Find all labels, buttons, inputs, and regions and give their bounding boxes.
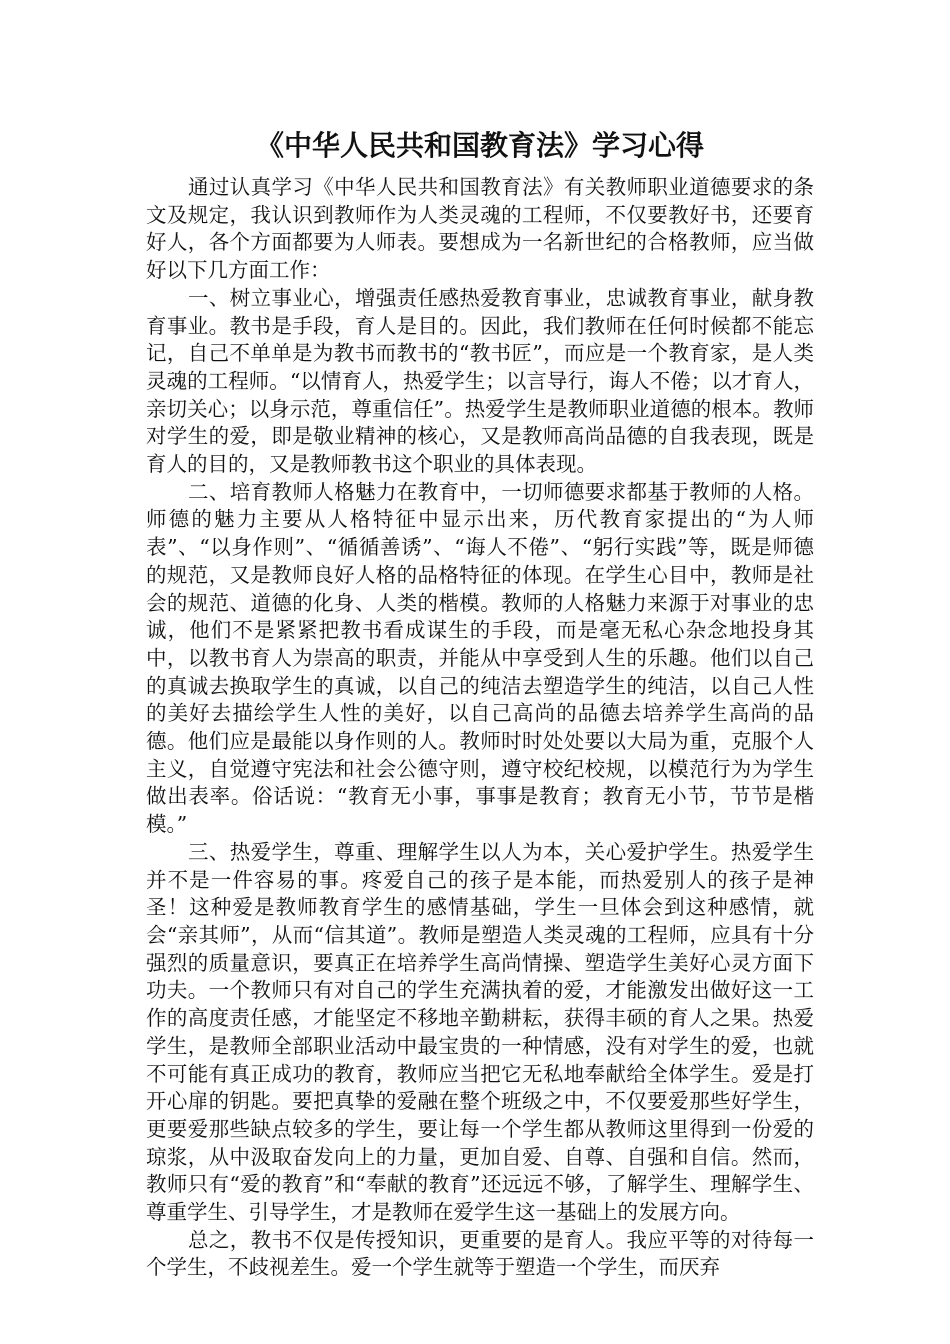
document-body <box>146 174 814 1282</box>
paragraph-section-3: 三、热爱学生，尊重、理解学生以人为本，关心爱护学生。热爱学生并不是一件容易的事。疼爱自己的孩子是本能，而热爱别人的孩子是神圣！这种爱是教师教育学生的感情基础，学生一旦体会到这种感情，就会“亲其师”，从而“信其道”。教师是塑造人类灵魂的工程师，应具有十分强烈的质量意识，要真正在培养学生高尚情操、塑造学生美好心灵方面下功夫。一个教师只有对自己的学生充满执着的爱，才能激发出做好这一工作的高度责任感，才能坚定不移地辛勤耕耘，获得丰硕的育人之果。热爱学生，是教师全部职业活动中最宝贵的一种情感，没有对学生的爱，也就不可能有真正成功的教育，教师应当把它无私地奉献给全体学生。爱是打开心扉的钥匙。要把真挚的爱融在整个班级之中，不仅要爱那些好学生，更要爱那些缺点较多的学生，要让每一个学生都从教师这里得到一份爱的琼浆，从中汲取奋发向上的力量，更加自爱、自尊、自强和自信。然而，教师只有“爱的教育”和“奉献的教育”还远远不够，了解学生、理解学生、尊重学生、引导学生，才是教师在爱学生这一基础上的发展方向。 <box>146 839 814 1225</box>
paragraph-section-2: 二、培育教师人格魅力在教育中，一切师德要求都基于教师的人格。师德的魅力主要从人格特征中显示出来，历代教育家提出的“为人师表”、“以身作则”、“循循善诱”、“诲人不倦”、“躬行实践”等，既是师德的规范，又是教师良好人格的品格特征的体现。在学生心目中，教师是社会的规范、道德的化身、人类的楷模。教师的人格魅力来源于对事业的忠诚，他们不是紧紧把教书看成谋生的手段，而是毫无私心杂念地投身其中，以教书育人为崇高的职责，并能从中享受到人生的乐趣。他们以自己的真诚去换取学生的真诚，以自己的纯洁去塑造学生的纯洁，以自己人性的美好去描绘学生人性的美好，以自己高尚的品德去培养学生高尚的品德。他们应是最能以身作则的人。教师时时处处要以大局为重，克服个人主义，自觉遵守宪法和社会公德守则，遵守校纪校规，以模范行为为学生做出表率。俗话说：“教育无小事，事事是教育；教育无小节，节节是楷模。” <box>146 479 814 837</box>
paragraph-intro: 通过认真学习《中华人民共和国教育法》有关教师职业道德要求的条文及规定，我认识到教师作为人类灵魂的工程师，不仅要教好书，还要育好人，各个方面都要为人师表。要想成为一名新世纪的合格教师，应当做好以下几方面工作： <box>146 175 814 283</box>
paragraph-section-1: 一、树立事业心，增强责任感热爱教育事业，忠诚教育事业，献身教育事业。教书是手段，育人是目的。因此，我们教师在任何时候都不能忘记，自己不单单是为教书而教书的“教书匠”，而应是一个教育家，是人类灵魂的工程师。“以情育人，热爱学生；以言导行，诲人不倦；以才育人，亲切关心；以身示范，尊重信任”。热爱学生是教师职业道德的根本。教师对学生的爱，即是敬业精神的核心，又是教师高尚品德的自我表现，既是育人的目的，又是教师教书这个职业的具体表现。 <box>146 285 814 477</box>
document-title: 《中华人民共和国教育法》学习心得 <box>255 129 704 162</box>
paragraph-conclusion: 总之，教书不仅是传授知识，更重要的是育人。我应平等的对待每一个学生，不歧视差生。爱一个学生就等于塑造一个学生，而厌弃 <box>146 1227 814 1280</box>
